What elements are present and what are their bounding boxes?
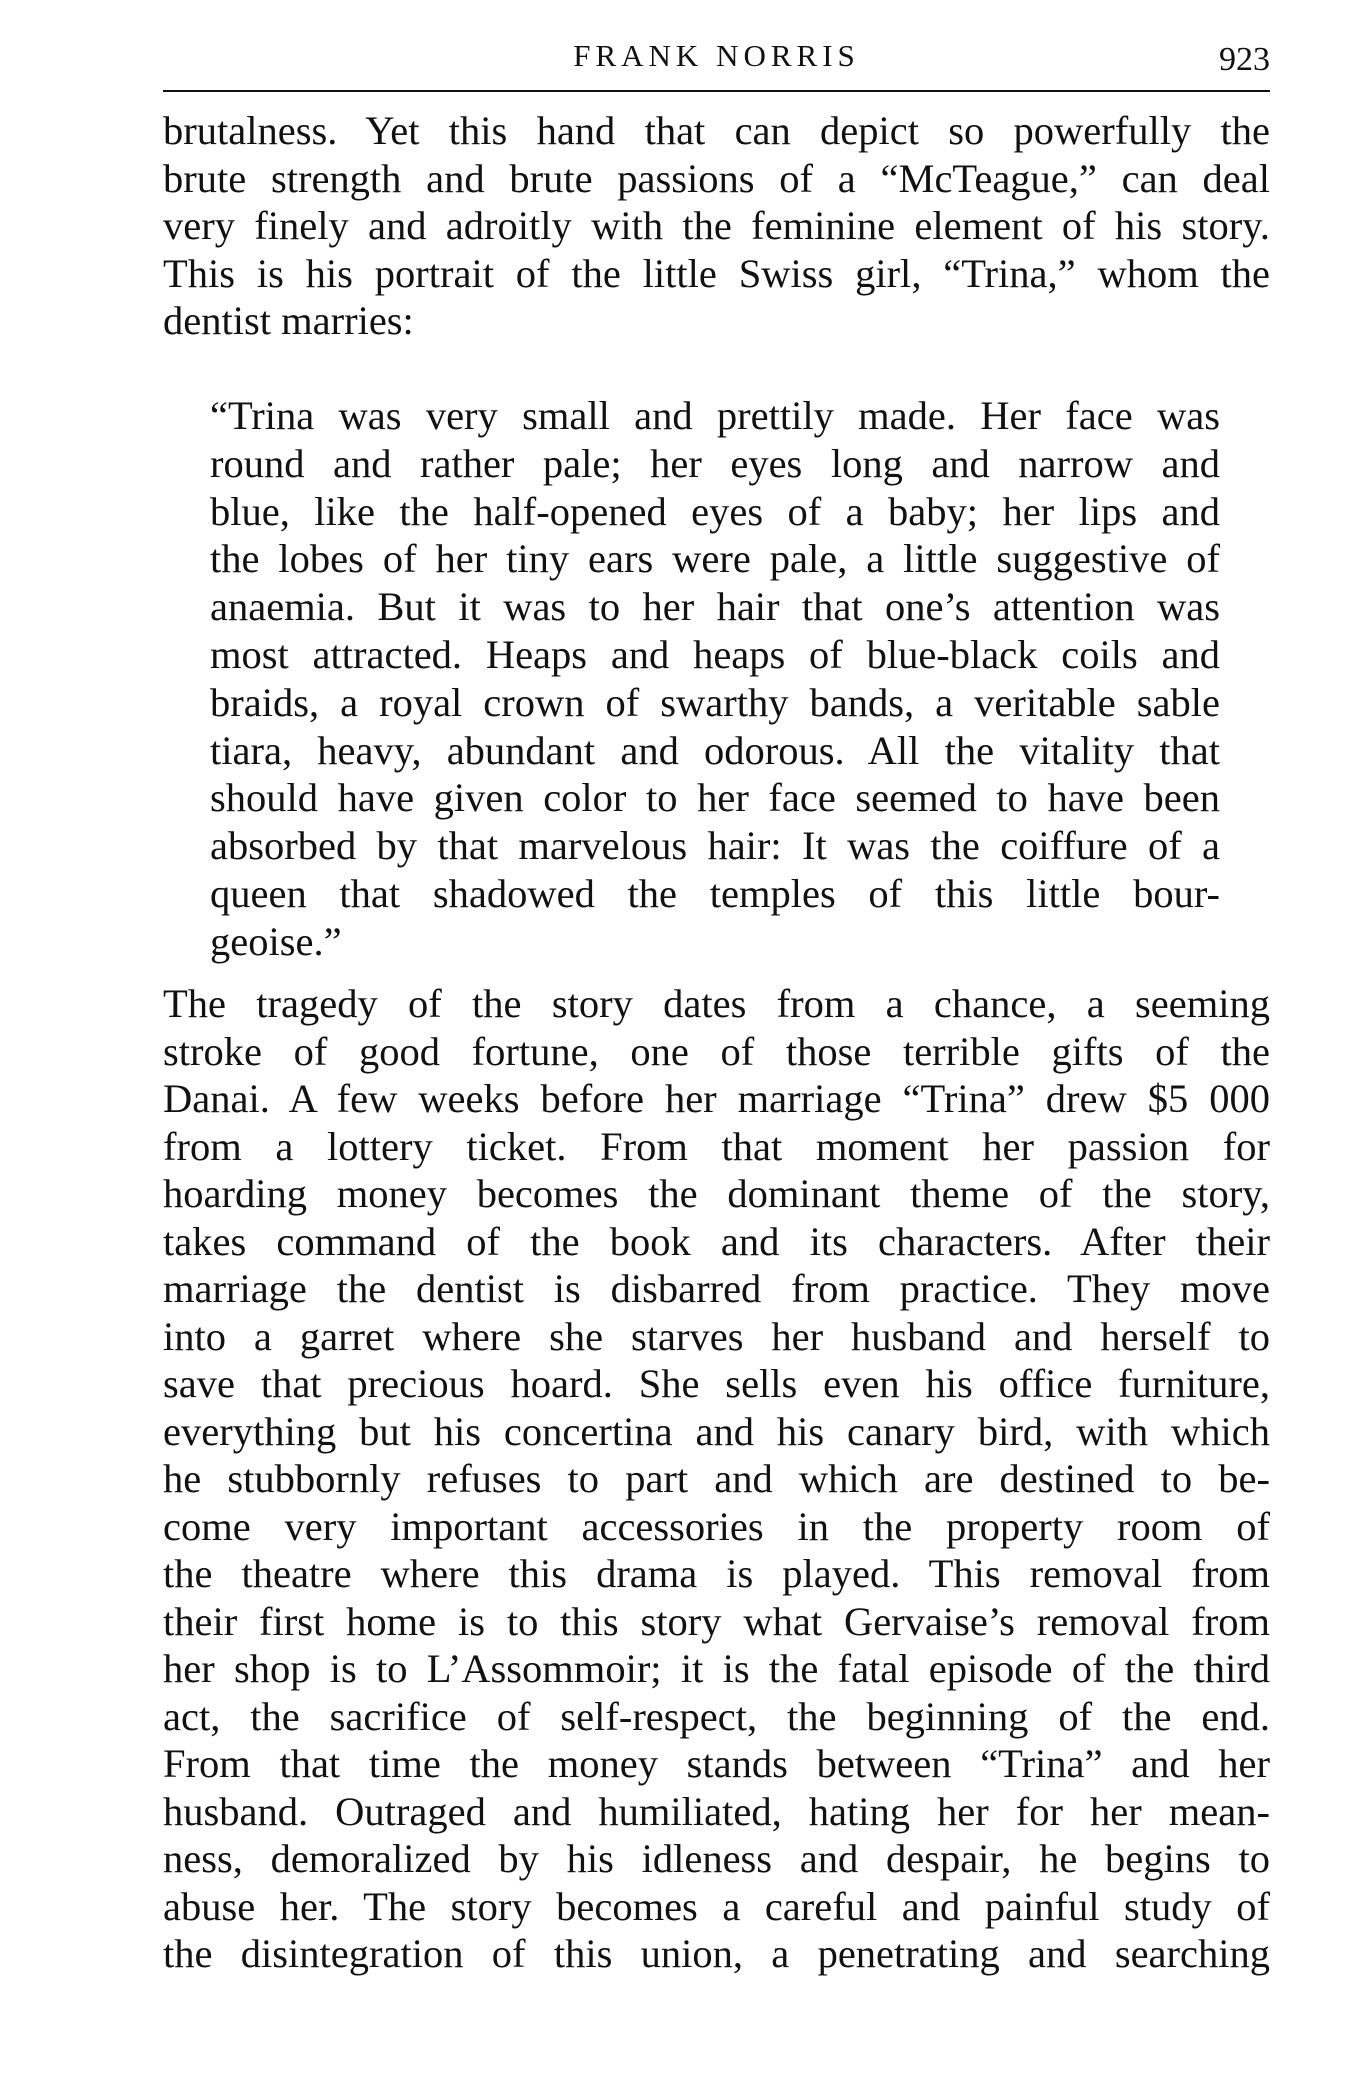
text-line: geoise.” (210, 918, 342, 964)
text-line: the lobes of her tiny ears were pale, a little suggestive of (210, 536, 1220, 582)
text-line: absorbed by that marvelous hair: It was the coiffure of a (210, 823, 1220, 869)
text-line: This is his portrait of the little Swiss girl, “Trina,” whom the (163, 250, 1270, 296)
text-line: her shop is to L’Assommoir; it is the fatal episode of the third (163, 1646, 1270, 1691)
text-line: ness, demoralized by his idleness and despair, he begins to (163, 1836, 1270, 1881)
paragraph-1 (163, 107, 1270, 345)
header-rule (163, 90, 1270, 92)
text-line: dentist marries: (163, 298, 414, 343)
text-line: queen that shadowed the temples of this little bour- (210, 870, 1220, 916)
text-line: stroke of good fortune, one of those terrible gifts of the (163, 1028, 1270, 1074)
text-line: most attracted. Heaps and heaps of blue-black coils and (210, 631, 1220, 677)
text-line: from a lottery ticket. From that moment her passion for (163, 1123, 1270, 1169)
text-line: he stubbornly refuses to part and which are destined to be- (163, 1456, 1270, 1501)
text-line: act, the sacrifice of self-respect, the beginning of the end. (163, 1693, 1270, 1739)
text-line: “Trina was very small and prettily made. Her face was (210, 393, 1220, 438)
text-line: anaemia. But it was to her hair that one’s attention was (210, 584, 1220, 630)
paragraph-2 (163, 980, 1270, 1978)
text-line: tiara, heavy, abundant and odorous. All the vitality that (210, 727, 1220, 773)
running-head (163, 36, 1270, 88)
text-line: the theatre where this drama is played. This removal from (163, 1551, 1270, 1596)
text-line: round and rather pale; her eyes long and narrow and (210, 440, 1220, 486)
text-line: braids, a royal crown of swarthy bands, a veritable sable (210, 679, 1220, 725)
text-line: into a garret where she starves her husband and herself to (163, 1313, 1270, 1359)
text-line: should have given color to her face seemed to have been (210, 775, 1220, 821)
text-line: brutalness. Yet this hand that can depict so powerfully the (163, 108, 1270, 153)
text-line: brute strength and brute passions of a “McTeague,” can deal (163, 155, 1270, 201)
text-line: come very important accessories in the property room of (163, 1503, 1270, 1549)
text-line: the disintegration of this union, a penetrating and searching (163, 1931, 1270, 1976)
text-line: husband. Outraged and humiliated, hating her for her mean- (163, 1788, 1270, 1834)
text-line: takes command of the book and its characters. After their (163, 1218, 1270, 1264)
text-line: From that time the money stands between “Trina” and her (163, 1741, 1270, 1786)
text-line: very finely and adroitly with the feminine element of his story. (163, 203, 1270, 248)
text-line: blue, like the half-opened eyes of a baby; her lips and (210, 488, 1220, 534)
text-line: their first home is to this story what Gervaise’s removal from (163, 1598, 1270, 1644)
text-line: The tragedy of the story dates from a chance, a seeming (163, 981, 1270, 1026)
text-line: Danai. A few weeks before her marriage “Trina” drew $5 000 (163, 1076, 1270, 1121)
running-title: FRANK NORRIS (573, 38, 860, 73)
text-line: abuse her. The story becomes a careful and painful study of (163, 1883, 1270, 1929)
text-line: hoarding money becomes the dominant theme of the story, (163, 1171, 1270, 1216)
text-line: save that precious hoard. She sells even his office furniture, (163, 1361, 1270, 1406)
text-line: marriage the dentist is disbarred from practice. They move (163, 1266, 1270, 1311)
text-line: everything but his concertina and his canary bird, with which (163, 1408, 1270, 1454)
page-number: 923 (1219, 41, 1270, 78)
block-quote (210, 392, 1220, 966)
